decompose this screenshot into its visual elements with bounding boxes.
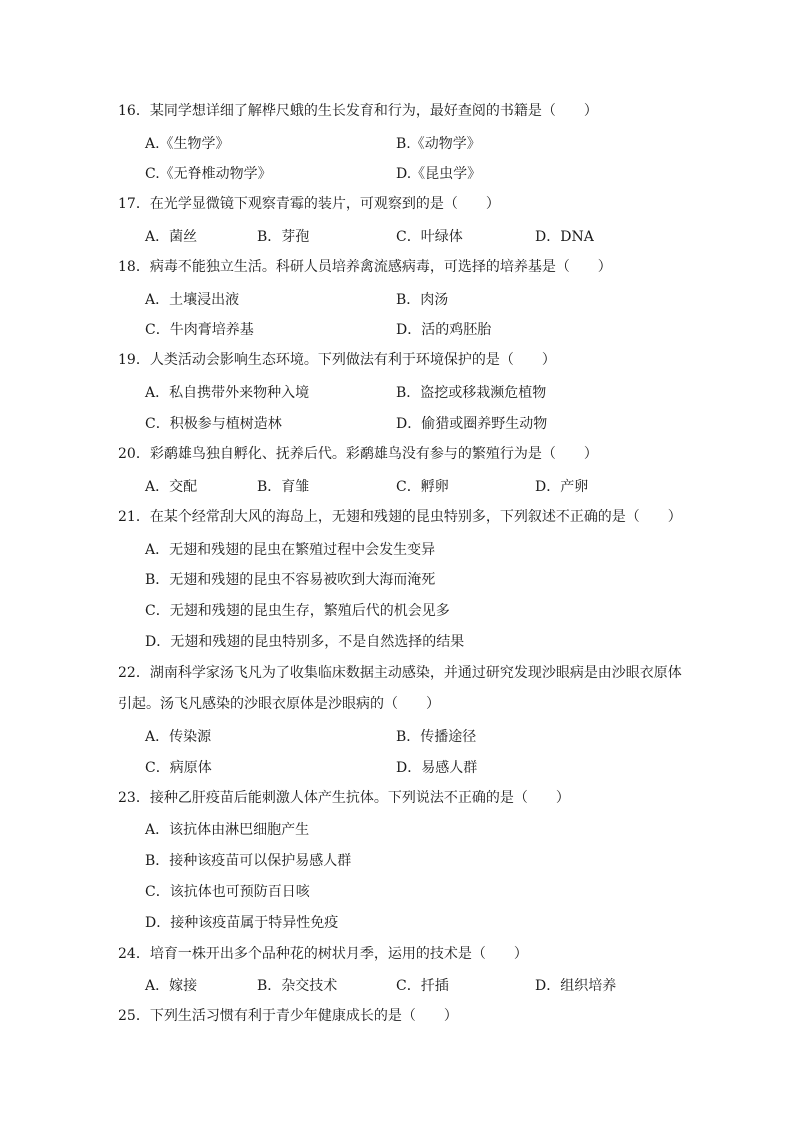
question-18-option-b: B．肉汤 — [396, 292, 449, 308]
question-17-option-d: D．DNA — [535, 229, 594, 245]
question-21-stem: 21．在某个经常刮大风的海岛上，无翅和残翅的昆虫特别多，下列叙述不正确的是（ ） — [118, 509, 682, 525]
question-24-option-a: A．嫁接 — [145, 978, 198, 994]
question-18-option-d: D．活的鸡胚胎 — [396, 322, 492, 338]
question-20-option-c: C．孵卵 — [396, 479, 449, 495]
question-23-option-d: D．接种该疫苗属于特异性免疫 — [145, 915, 339, 931]
question-19-option-b: B．盗挖或移栽濒危植物 — [396, 385, 547, 401]
question-16-option-a: A.《生物学》 — [145, 136, 230, 152]
question-17-option-a: A．菌丝 — [145, 229, 198, 245]
question-16-option-b: B.《动物学》 — [396, 136, 481, 152]
question-22-option-b: B．传播途径 — [396, 729, 477, 745]
question-25-stem: 25．下列生活习惯有利于青少年健康成长的是（ ） — [118, 1008, 458, 1024]
question-21-option-c: C．无翅和残翅的昆虫生存，繁殖后代的机会见多 — [145, 603, 450, 619]
question-17-option-b: B．芽孢 — [257, 229, 310, 245]
question-22-option-a: A．传染源 — [145, 729, 212, 745]
question-20-option-b: B．育雏 — [257, 479, 310, 495]
question-24-option-b: B．杂交技术 — [257, 978, 338, 994]
question-17-stem: 17．在光学显微镜下观察青霉的装片，可观察到的是（ ） — [118, 196, 500, 212]
question-21-option-a: A．无翅和残翅的昆虫在繁殖过程中会发生变异 — [145, 542, 436, 558]
question-24-stem: 24．培育一株开出多个品种花的树状月季，运用的技术是（ ） — [118, 946, 528, 962]
question-24-option-d: D．组织培养 — [535, 978, 617, 994]
question-19-option-c: C．积极参与植树造林 — [145, 416, 282, 432]
question-17-option-c: C．叶绿体 — [396, 229, 463, 245]
question-23-option-c: C．该抗体也可预防百日咳 — [145, 884, 310, 900]
question-22-stem-line-1: 22．湖南科学家汤飞凡为了收集临床数据主动感染，并通过研究发现沙眼病是由沙眼衣原体 — [118, 665, 682, 681]
question-20-stem: 20．彩鹬雄鸟独自孵化、抚养后代。彩鹬雄鸟没有参与的繁殖行为是（ ） — [118, 446, 598, 462]
question-18-option-c: C．牛肉膏培养基 — [145, 322, 254, 338]
question-20-option-a: A．交配 — [145, 479, 198, 495]
question-19-option-d: D．偷猎或圈养野生动物 — [396, 416, 548, 432]
question-19-option-a: A．私自携带外来物种入境 — [145, 385, 310, 401]
question-22-option-c: C．病原体 — [145, 760, 212, 776]
question-22-stem-line-2: 引起。汤飞凡感染的沙眼衣原体是沙眼病的（ ） — [118, 696, 440, 712]
question-23-option-b: B．接种该疫苗可以保护易感人群 — [145, 853, 352, 869]
question-23-option-a: A．该抗体由淋巴细胞产生 — [145, 822, 310, 838]
question-23-stem: 23．接种乙肝疫苗后能刺激人体产生抗体。下列说法不正确的是（ ） — [118, 790, 570, 806]
question-19-stem: 19．人类活动会影响生态环境。下列做法有利于环境保护的是（ ） — [118, 352, 556, 368]
question-21-option-d: D．无翅和残翅的昆虫特别多，不是自然选择的结果 — [145, 634, 465, 650]
question-18-stem: 18．病毒不能独立生活。科研人员培养禽流感病毒，可选择的培养基是（ ） — [118, 259, 612, 275]
question-16-stem: 16．某同学想详细了解桦尺蛾的生长发育和行为，最好查阅的书籍是（ ） — [118, 103, 598, 119]
question-21-option-b: B．无翅和残翅的昆虫不容易被吹到大海而淹死 — [145, 572, 436, 588]
question-16-option-d: D.《昆虫学》 — [396, 166, 482, 182]
question-22-option-d: D．易感人群 — [396, 760, 478, 776]
question-24-option-c: C．扦插 — [396, 978, 449, 994]
question-18-option-a: A．土壤浸出液 — [145, 292, 240, 308]
question-20-option-d: D．产卵 — [535, 479, 589, 495]
question-16-option-c: C.《无脊椎动物学》 — [145, 166, 272, 182]
